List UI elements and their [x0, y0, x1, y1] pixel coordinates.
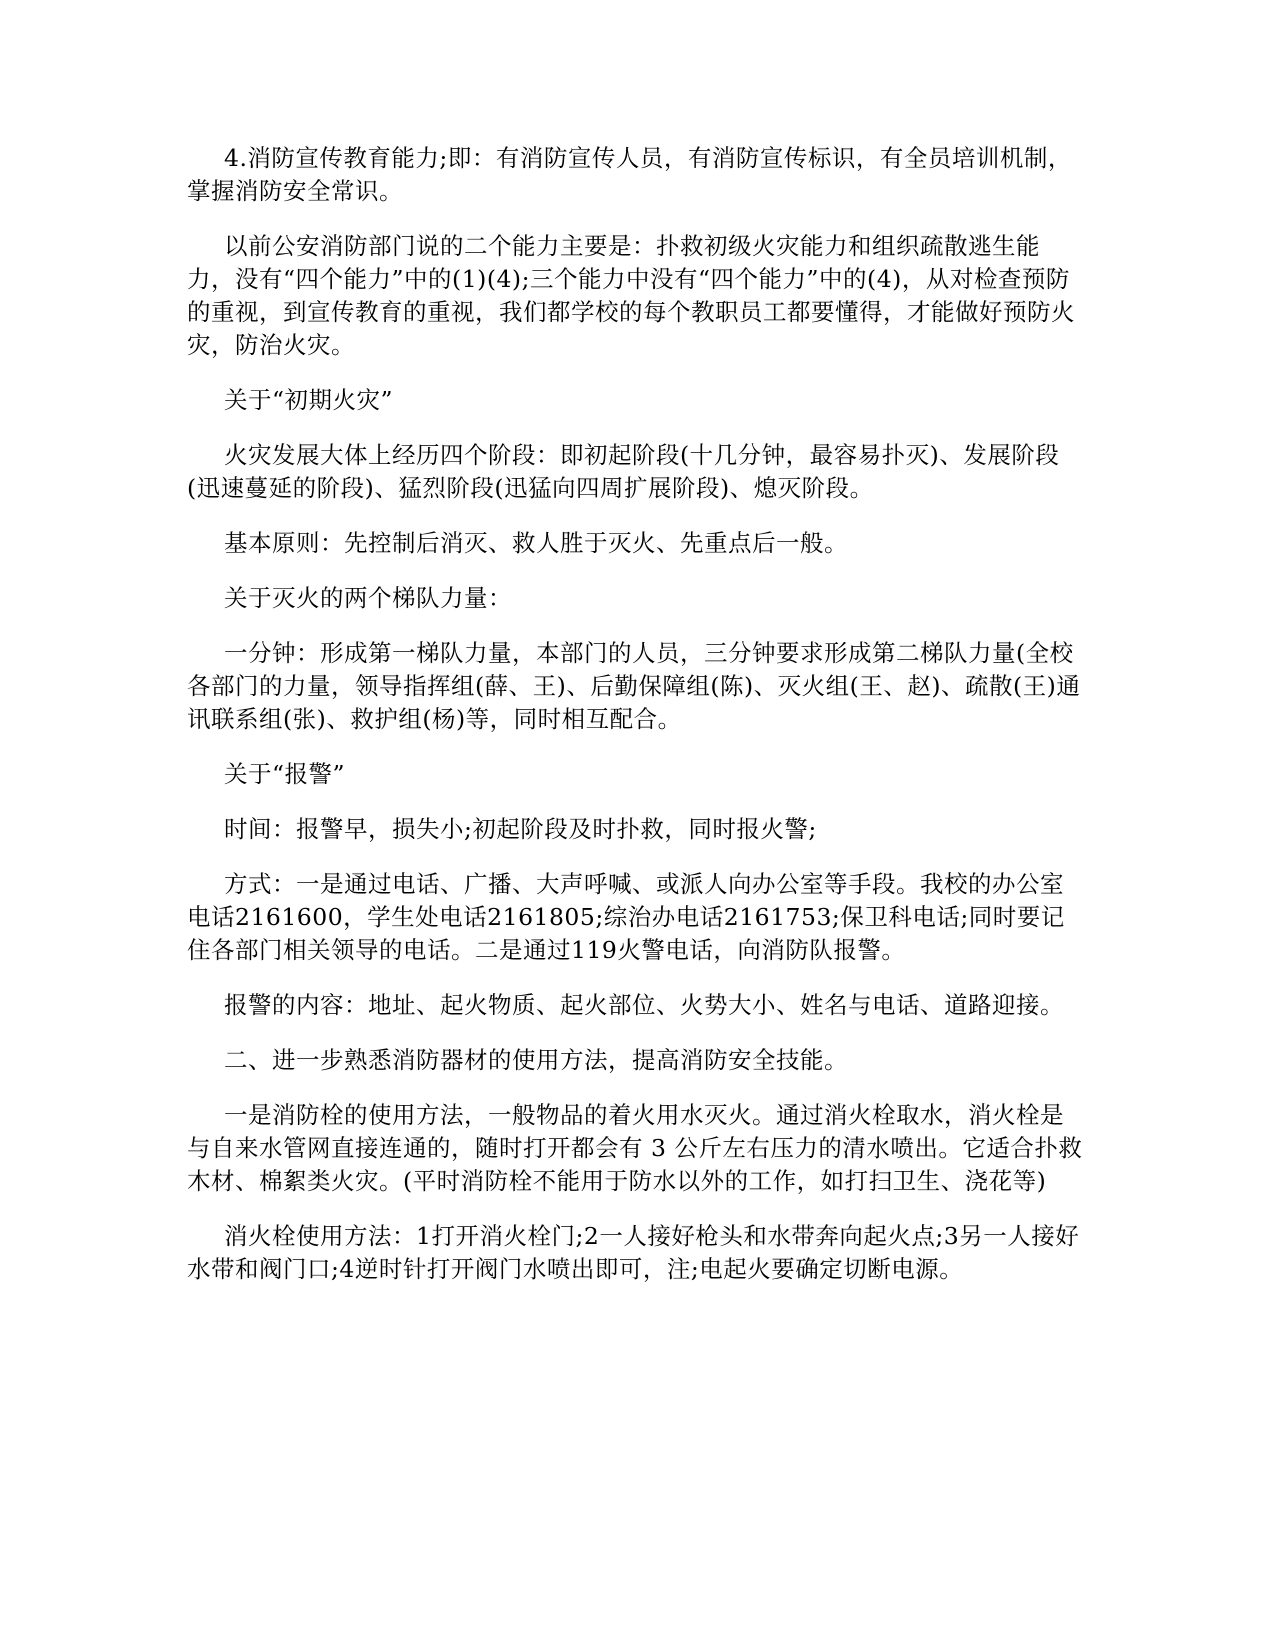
paragraph-alarm-content: 报警的内容：地址、起火物质、起火部位、火势大小、姓名与电话、道路迎接。 [224, 991, 1064, 1019]
paragraph-echelon-details: 一分钟：形成第一梯队力量，本部门的人员，三分钟要求形成第二梯队力量(全校各部门的力量，领导指挥组(薛、王)、后勤保障组(陈)、灭火组(王、赵)、疏散(王)通讯联系组(张)、救护组(杨)等，同时相互配合。 [187, 639, 1081, 733]
paragraph-publicity-ability: 4.消防宣传教育能力;即：有消防宣传人员，有消防宣传标识，有全员培训机制，掌握消防安全常识。 [187, 144, 1072, 205]
paragraph-alarm-time: 时间：报警早，损失小;初起阶段及时扑救，同时报火警; [224, 815, 817, 843]
paragraph-alarm-method: 方式：一是通过电话、广播、大声呼喊、或派人向办公室等手段。我校的办公室电话2161600，学生处电话2161805;综治办电话2161753;保卫科电话;同时要记住各部门相关领导的电话。二是通过119火警电话，向消防队报警。 [187, 870, 1065, 964]
paragraph-hydrant-steps: 消火栓使用方法：1打开消火栓门;2一人接好枪头和水带奔向起火点;3另一人接好水带和阀门口;4逆时针打开阀门水喷出即可，注;电起火要确定切断电源。 [187, 1222, 1080, 1283]
paragraph-hydrant-usage: 一是消防栓的使用方法，一般物品的着火用水灭火。通过消火栓取水，消火栓是与自来水管网直接连通的，随时打开都会有 3 公斤左右压力的清水喷出。它适合扑救木材、棉絮类火灾。(平时消防栓不能用于防水以外的工作，如打扫卫生、浇花等) [187, 1101, 1083, 1195]
paragraph-abilities-comparison: 以前公安消防部门说的二个能力主要是：扑救初级火灾能力和组织疏散逃生能力，没有“四个能力”中的(1)(4);三个能力中没有“四个能力”中的(4)，从对检查预防的重视，到宣传教育的重视，我们都学校的每个教职员工都要懂得，才能做好预防火灾，防治火灾。 [187, 232, 1075, 359]
heading-initial-fire: 关于“初期火灾” [224, 386, 394, 414]
heading-alarm: 关于“报警” [224, 760, 346, 788]
paragraph-fire-stages: 火灾发展大体上经历四个阶段：即初起阶段(十几分钟，最容易扑灭)、发展阶段(迅速蔓延的阶段)、猛烈阶段(迅猛向四周扩展阶段)、熄灭阶段。 [187, 441, 1060, 502]
heading-equipment-usage: 二、进一步熟悉消防器材的使用方法，提高消防安全技能。 [224, 1046, 848, 1074]
paragraph-basic-principles: 基本原则：先控制后消灭、救人胜于灭火、先重点后一般。 [224, 529, 848, 557]
heading-two-echelons: 关于灭火的两个梯队力量： [224, 584, 512, 612]
document-body [187, 142, 1087, 1308]
